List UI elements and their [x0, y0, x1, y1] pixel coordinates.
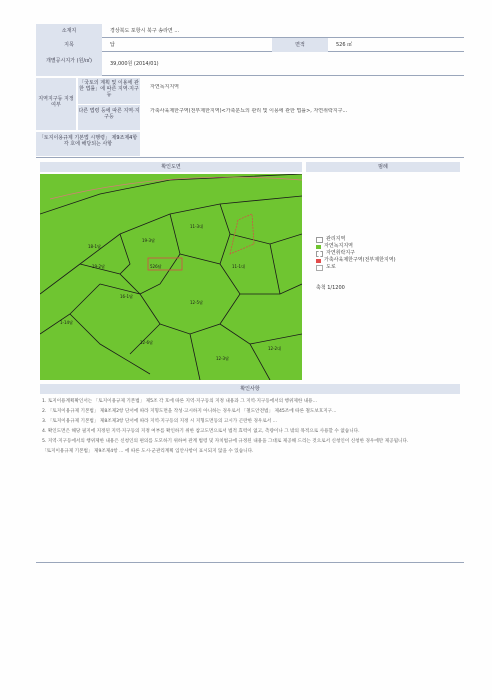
legend-item: 자연취락지구: [316, 250, 456, 257]
parcel-map-lines: [40, 174, 302, 380]
notes-body: [42, 398, 456, 458]
zoning-value3: [146, 136, 446, 148]
legend-item: 가축사육제한구역(전부제한지역): [316, 257, 456, 264]
land-use-certificate: [36, 24, 464, 564]
zoning-label: 지역지구등 지정여부: [36, 78, 76, 130]
zoning-sub2: 다른 법령 등에 따른 지역·지구등: [78, 105, 140, 130]
svg-text:12-3답: 12-3답: [216, 356, 229, 361]
legend-item: 관리지역: [316, 236, 456, 243]
svg-text:12-2대: 12-2대: [268, 346, 281, 351]
legend-item: 도로: [316, 264, 456, 271]
price-value: 39,000원 (2014/01): [110, 61, 159, 67]
price-label: 개별공시지가 (원/㎡): [36, 52, 102, 76]
note-paragraph: 5. 지역·지구등에서의 행위제한 내용은 신청인의 편의를 도모하기 위하여 관계 법령 및 자치법규에 규정된 내용을 그대로 제공해 드리는 것으로서 신청인이 신청한 경우에만 제공됩니다.: [42, 439, 409, 444]
zoning-value1: 자연녹지지역: [150, 84, 179, 90]
legend-swatch: [316, 251, 323, 257]
svg-text:526답: 526답: [150, 264, 162, 269]
area-value: 526 ㎡: [336, 42, 353, 48]
legend-swatch: [316, 265, 323, 271]
category-label: 지목: [36, 38, 102, 52]
zoning-value2: 가축사육제한구역(전부제한지역)<가축분뇨의 관리 및 이용에 관한 법률>, 자연취락지구...: [150, 108, 348, 114]
category-value: 답: [110, 42, 115, 48]
note-paragraph: 4. 확인도면은 해당 필지에 지정된 지역·지구등의 지정 여부를 확인하기 위한 참고도면으로서 법적 효력이 없고, 측량이나 그 밖의 목적으로 사용할 수 없습니다.: [42, 429, 360, 434]
svg-text:12-6답: 12-6답: [140, 340, 153, 345]
legend-swatch: [316, 245, 321, 249]
zoning-block: [36, 78, 464, 158]
zoning-sub3: 「토지이용규제 기본법 시행령」 제9조제4항 각 호에 해당되는 사항: [36, 132, 140, 156]
price-row: [36, 52, 464, 76]
svg-text:11-3대: 11-3대: [190, 224, 203, 229]
svg-text:19-2답: 19-2답: [92, 264, 105, 269]
address-row: [36, 24, 464, 38]
bottom-divider: [36, 562, 464, 563]
legend-title: 범례: [306, 162, 460, 172]
legend-swatch: [316, 237, 323, 243]
map-scale: 축척 1/1200: [316, 285, 345, 291]
note-paragraph: 3. 「토지이용규제 기본법」 제8조제3항 단서에 따라 지역·지구등의 지정 시 지형도면등의 고시가 곤란한 경우로서 ...: [42, 419, 278, 424]
svg-text:11-1대: 11-1대: [232, 264, 245, 269]
svg-text:1-14답: 1-14답: [60, 320, 73, 325]
parcel-map: [40, 174, 302, 380]
map-legend: [316, 236, 456, 292]
svg-text:12-5답: 12-5답: [190, 300, 203, 305]
note-paragraph: 1. 토지이용계획확인서는 「토지이용규제 기본법」 제5조 각 호에 따른 지역·지구등의 지정 내용과 그 지역·지구등에서의 행위제한 내용...: [42, 399, 317, 404]
legend-item: 자연녹지지역: [316, 243, 456, 250]
address-label: 소재지: [36, 24, 102, 38]
zoning-sub1: 「국토의 계획 및 이용에 관한 법률」에 따른 지역·지구등: [78, 78, 140, 104]
notes-title: 확인사항: [40, 384, 460, 394]
svg-text:18-1답: 18-1답: [88, 244, 101, 249]
svg-text:16-1답: 16-1답: [120, 294, 133, 299]
note-paragraph: 2. 「토지이용규제 기본법」 제8조제2항 단서에 따라 지형도면을 작성·고시하지 아니하는 경우로서 「철도안전법」 제45조에 따른 철도보호지구...: [42, 409, 337, 414]
address-value: 경상북도 포항시 북구 송라면 ...: [110, 28, 180, 34]
map-title: 확인도면: [40, 162, 302, 172]
note-paragraph: 「토지이용규제 기본법」 제9조제4항 ... 에 따른 도시·군관리계획 입안사항이 표시되지 않을 수 있습니다.: [42, 449, 254, 454]
legend-swatch: [316, 259, 321, 263]
svg-text:19-3답: 19-3답: [142, 238, 155, 243]
area-label: 면적: [272, 38, 328, 52]
category-row: [36, 38, 464, 52]
